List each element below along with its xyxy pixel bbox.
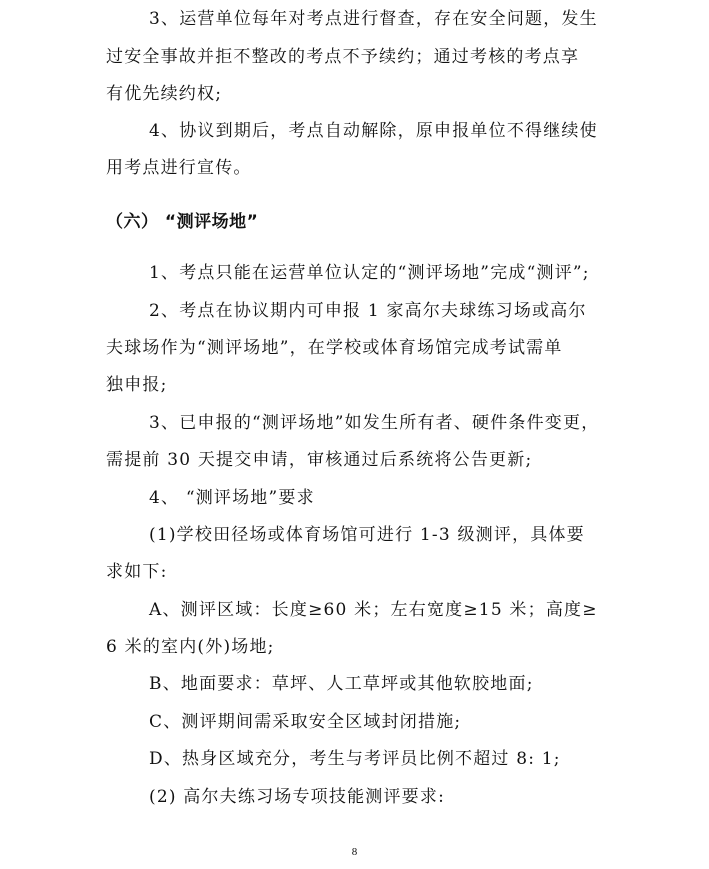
text-line: 4、 “测评场地”要求 xyxy=(149,488,315,508)
text-line: 2、考点在协议期内可申报 1 家高尔夫球练习场或高尔 xyxy=(149,301,587,321)
text-line: D、热身区域充分，考生与考评员比例不超过 8: 1; xyxy=(149,749,561,769)
section-heading: （六） “测评场地” xyxy=(106,212,259,232)
text-line: 有优先续约权; xyxy=(106,84,223,104)
text-line: B、地面要求：草坪、人工草坪或其他软胶地面; xyxy=(149,674,534,694)
page-number: 8 xyxy=(351,846,358,858)
text-line: 夫球场作为“测评场地”，在学校或体育场馆完成考试需单 xyxy=(106,338,563,358)
text-line: 3、已申报的“测评场地”如发生所有者、硬件条件变更， xyxy=(149,413,600,433)
text-line: C、测评期间需采取安全区域封闭措施; xyxy=(149,712,462,732)
text-line: 用考点进行宣传。 xyxy=(106,158,252,178)
text-line: 3、运营单位每年对考点进行督查，存在安全问题，发生 xyxy=(149,9,598,29)
text-line: 1、考点只能在运营单位认定的“测评场地”完成“测评”; xyxy=(149,263,590,283)
text-line: 独申报; xyxy=(106,375,168,395)
text-line: 需提前 30 天提交申请，审核通过后系统将公告更新; xyxy=(106,450,533,470)
text-line: (2) 高尔夫练习场专项技能测评要求: xyxy=(149,787,446,807)
text-line: (1)学校田径场或体育场馆可进行 1-3 级测评，具体要 xyxy=(149,525,585,545)
text-line: 4、协议到期后，考点自动解除，原申报单位不得继续使 xyxy=(149,121,598,141)
text-line: 过安全事故并拒不整改的考点不予续约；通过考核的考点享 xyxy=(106,47,580,67)
text-line: 求如下: xyxy=(106,562,168,582)
text-line: A、测评区域：长度≥60 米；左右宽度≥15 米；高度≥ xyxy=(149,600,598,620)
text-line: 6 米的室内(外)场地; xyxy=(106,637,275,657)
